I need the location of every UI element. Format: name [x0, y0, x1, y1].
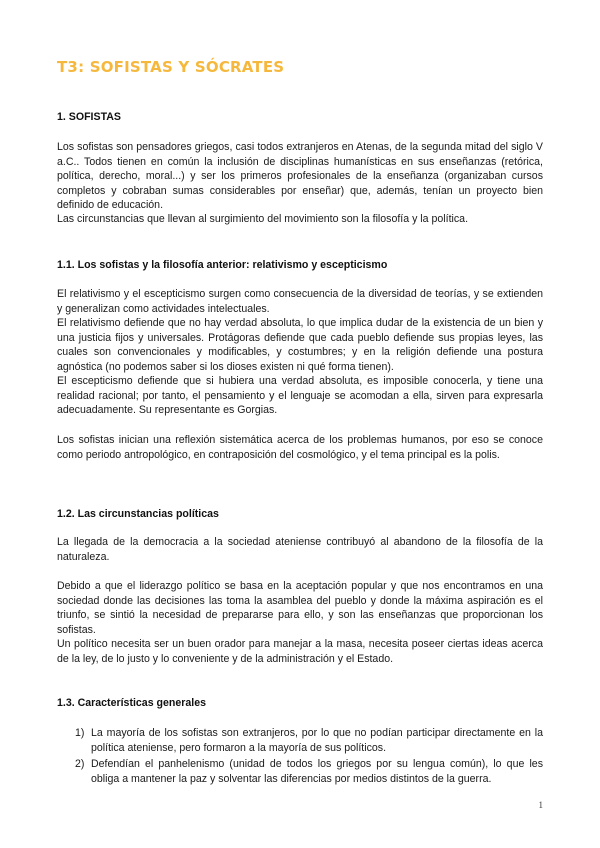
- list-item-number: 2): [75, 758, 85, 770]
- section-heading-sofistas: 1. SOFISTAS: [57, 111, 121, 123]
- list-item-text: Defendían el panhelenismo (unidad de todos los griegos por su lengua común), lo que les obliga a mantener la paz y solventar las diferencias por medios distintos de la guerra.: [91, 758, 543, 785]
- paragraph: El relativismo y el escepticismo surgen como consecuencia de la diversidad de teorías, y se extienden y generalizan como actividades intelectuales.: [57, 288, 543, 315]
- list-item: [57, 757, 543, 786]
- paragraph: La llegada de la democracia a la sociedad ateniense contribuyó al abandono de la filosofía de la naturaleza.: [57, 536, 543, 563]
- paragraph: El escepticismo defiende que si hubiera una verdad absoluta, es imposible conocerla, y tiene una realidad racional; por tanto, el pensamiento y el lenguaje se acomodan a ella, sirven para expresarla adecuadamente. Su representante es Gorgias.: [57, 375, 543, 416]
- subsection-heading-caracteristicas: 1.3. Características generales: [57, 697, 206, 709]
- paragraph: El relativismo defiende que no hay verdad absoluta, lo que implica dudar de la existencia de un bien y una justicia fijos y universales. Protágoras defiende que cada pueblo defiende sus propias leyes, las cuales son convencionales y modificables, y costumbres; y en la religión defiende una postura agnóstica (no podemos saber si los dioses existen ni qué forma tienen).: [57, 317, 543, 373]
- paragraph: Debido a que el liderazgo político se basa en la aceptación popular y que nos encontramos en una sociedad donde las decisiones las toma la asamblea del pueblo y donde la máxima aspiración es el triunfo, se sintió la necesidad de prepararse para ello, y son las enseñanzas que proporcionan los sofistas.: [57, 580, 543, 636]
- list-item-text: La mayoría de los sofistas son extranjeros, por lo que no podían participar directamente en la política ateniense, pero formaron a la mayoría de sus políticos.: [91, 727, 543, 754]
- subsection-heading-relativismo: 1.1. Los sofistas y la filosofía anterior: relativismo y escepticismo: [57, 259, 388, 271]
- subsection-heading-politicas: 1.2. Las circunstancias políticas: [57, 508, 219, 520]
- list-item-number: 1): [75, 727, 85, 739]
- paragraph: Los sofistas inician una reflexión sistemática acerca de los problemas humanos, por eso se conoce como periodo antropológico, en contraposición del cosmológico, y el tema principal es la polis.: [57, 434, 543, 461]
- paragraph: Los sofistas son pensadores griegos, casi todos extranjeros en Atenas, de la segunda mitad del siglo V a.C.. Todos tienen en común la inclusión de disciplinas humanísticas en sus enseñanzas (retórica, política, derecho, moral...) y ser los primeros profesionales de la enseñanza (organizaban cursos completos y cobraban sumas considerables por enseñar) que, además, tenían un proyecto bien definido de educación.: [57, 141, 543, 211]
- document-title: T3: SOFISTAS Y SÓCRATES: [57, 58, 285, 76]
- paragraph: Un político necesita ser un buen orador para manejar a la masa, necesita poseer ciertas ideas acerca de la ley, de lo justo y lo conveniente y de la administración y el Estado.: [57, 638, 543, 665]
- list-item: [57, 726, 543, 755]
- page-number: 1: [538, 800, 543, 810]
- paragraph: Las circunstancias que llevan al surgimiento del movimiento son la filosofía y la política.: [57, 213, 469, 225]
- characteristics-list: [57, 726, 543, 788]
